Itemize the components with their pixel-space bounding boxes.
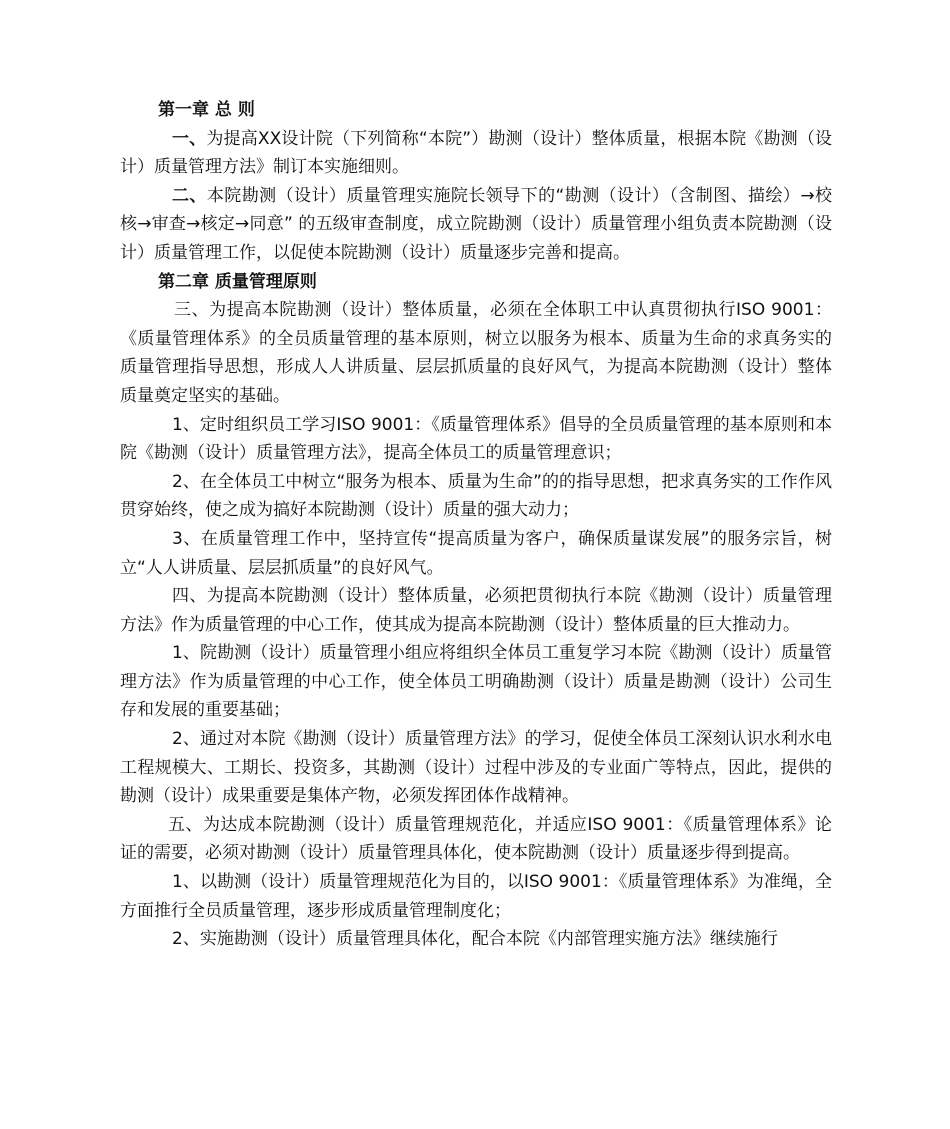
article-3-item-1: 1、定时组织员工学习ISO 9001：《质量管理体系》倡导的全员质量管理的基本原则和本院《勘测（设计）质量管理方法》，提高全体员工的质量管理意识； (120, 414, 832, 464)
article-1 (120, 125, 832, 182)
document-body (120, 96, 832, 954)
article-3-item-2: 2、在全体员工中树立“服务为根本、质量为生命”的的指导思想，把求真务实的工作作风贯穿始终，使之成为搞好本院勘测（设计）质量的强大动力； (120, 471, 832, 521)
article-5-item-1: 1、以勘测（设计）质量管理规范化为目的，以ISO 9001：《质量管理体系》为准绳，全方面推行全员质量管理，逐步形成质量管理制度化； (120, 872, 832, 921)
article-4: 四、为提高本院勘测（设计）整体质量，必须把贯彻执行本院《勘测（设计）质量管理方法》作为质量管理的中心工作，使其成为提高本院勘测（设计）整体质量的巨大推动力。 (120, 586, 832, 635)
article-4-item-2: 2、通过对本院《勘测（设计）质量管理方法》的学习，促使全体员工深刻认识水利水电工程规模大、工期长、投资多，其勘测（设计）过程中涉及的专业面广等特点，因此，提供的勘测（设计）成果重要是集体产物，必须发挥团体作战精神。 (120, 729, 832, 807)
article-2-text: 本院勘测（设计）质量管理实施院长领导下的“勘测（设计）（含制图、描绘）→校核→审查→核定→同意” 的五级审查制度，成立院勘测（设计）质量管理小组负责本院勘测（设计）质量管理工作，以促使本院勘测（设计）质量逐步完善和提高。 (120, 185, 832, 263)
article-2 (120, 182, 832, 268)
article-1-number: 一、 (172, 128, 207, 149)
article-3-item-3: 3、在质量管理工作中，坚持宣传“提高质量为客户，确保质量谋发展”的服务宗旨，树立“人人讲质量、层层抓质量”的良好风气。 (120, 528, 832, 578)
article-2-number: 二、 (172, 185, 207, 206)
chapter-2-title: 第二章 质量管理原则 (158, 271, 317, 292)
article-1-text: 为提高XX设计院（下列简称“本院”）勘测（设计）整体质量，根据本院《勘测（设计）质量管理方法》制订本实施细则。 (120, 128, 833, 178)
article-5-item-2: 2、实施勘测（设计）质量管理具体化，配合本院《内部管理实施方法》继续施行 (172, 929, 778, 950)
article-4-item-1: 1、院勘测（设计）质量管理小组应将组织全体员工重复学习本院《勘测（设计）质量管理方法》作为质量管理的中心工作，使全体员工明确勘测（设计）质量是勘测（设计）公司生存和发展的重要基础； (120, 643, 832, 721)
chapter-1-title: 第一章 总 则 (158, 100, 255, 120)
article-3: 三、为提高本院勘测（设计）整体质量，必须在全体职工中认真贯彻执行ISO 9001：《质量管理体系》的全员质量管理的基本原则，树立以服务为根本、质量为生命的求真务实的质量管理指导思想，形成人人讲质量、层层抓质量的良好风气，为提高本院勘测（设计）整体质量奠定坚实的基础。 (120, 300, 832, 406)
article-5: 五、为达成本院勘测（设计）质量管理规范化，并适应ISO 9001：《质量管理体系》论证的需要，必须对勘测（设计）质量管理具体化，使本院勘测（设计）质量逐步得到提高。 (120, 814, 832, 864)
